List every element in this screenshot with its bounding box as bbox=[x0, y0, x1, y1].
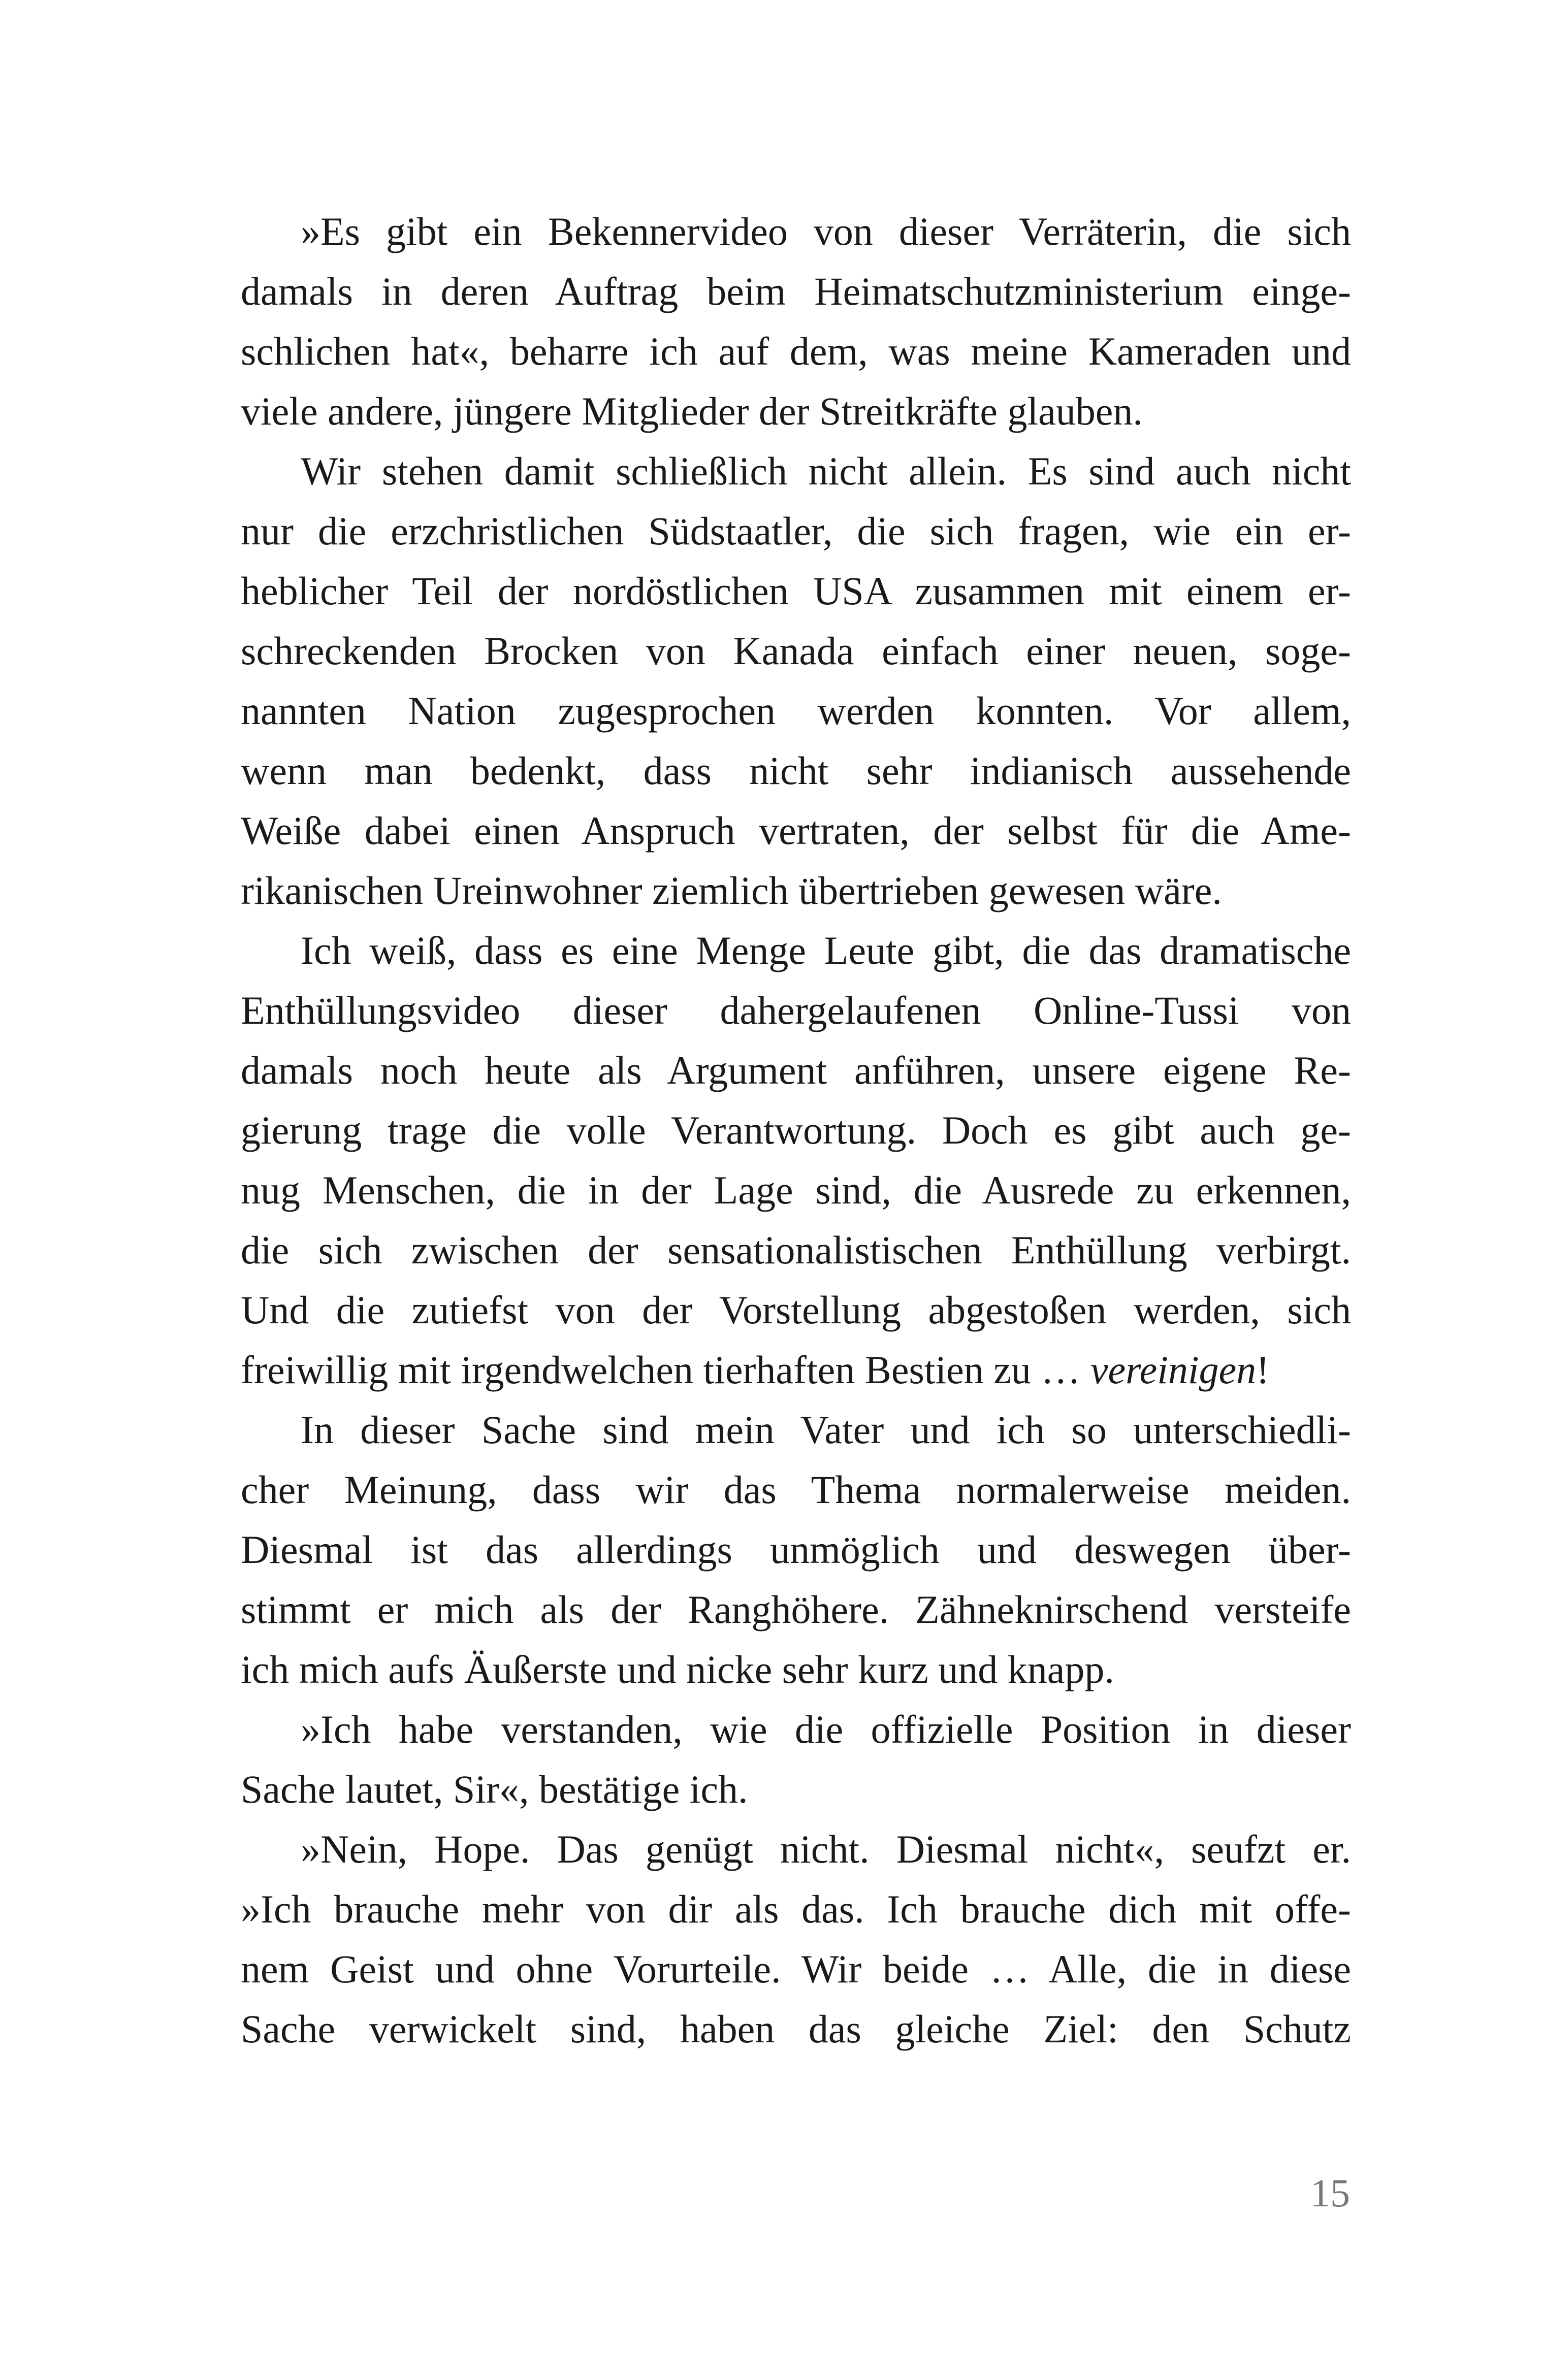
text-line: Weiße dabei einen Anspruch vertraten, der selbst für die Ame- bbox=[241, 808, 1351, 853]
text-line: stimmt er mich als der Ranghöhere. Zähneknirschend versteife bbox=[241, 1587, 1351, 1632]
text-line: wenn man bedenkt, dass nicht sehr indianisch aussehende bbox=[241, 748, 1351, 793]
text-line: schlichen hat«, beharre ich auf dem, was meine Kameraden und bbox=[241, 329, 1351, 373]
text-line: Sache verwickelt sind, haben das gleiche Ziel: den Schutz bbox=[241, 2007, 1351, 2051]
text-segment: freiwillig mit irgendwelchen tierhaften Bestien zu … bbox=[241, 1348, 1090, 1392]
text-line: »Ich brauche mehr von dir als das. Ich brauche dich mit offe- bbox=[241, 1887, 1351, 1931]
text-line: »Es gibt ein Bekennervideo von dieser Verräterin, die sich bbox=[301, 209, 1351, 253]
text-line: schreckenden Brocken von Kanada einfach einer neuen, soge- bbox=[241, 629, 1351, 673]
text-line: die sich zwischen der sensationalistischen Enthüllung verbirgt. bbox=[241, 1228, 1351, 1272]
text-line: nur die erzchristlichen Südstaatler, die sich fragen, wie ein er- bbox=[241, 509, 1351, 553]
text-line: viele andere, jüngere Mitglieder der Streitkräfte glauben. bbox=[241, 389, 1143, 433]
text-line: ich mich aufs Äußerste und nicke sehr kurz und knapp. bbox=[241, 1647, 1114, 1691]
text-line-with-italic bbox=[241, 1340, 1351, 1400]
text-line: Und die zutiefst von der Vorstellung abgestoßen werden, sich bbox=[241, 1288, 1351, 1332]
text-line: damals noch heute als Argument anführen, unsere eigene Re- bbox=[241, 1048, 1351, 1092]
text-line: nem Geist und ohne Vorurteile. Wir beide … Alle, die in diese bbox=[241, 1947, 1351, 1991]
text-line: rikanischen Ureinwohner ziemlich übertrieben gewesen wäre. bbox=[241, 868, 1222, 912]
text-line: Ich weiß, dass es eine Menge Leute gibt, die das dramatische bbox=[301, 928, 1351, 972]
text-line: Sache lautet, Sir«, bestätige ich. bbox=[241, 1767, 748, 1811]
italic-word: vereinigen bbox=[1090, 1348, 1257, 1392]
exclamation: ! bbox=[1256, 1348, 1270, 1392]
text-line: »Nein, Hope. Das genügt nicht. Diesmal nicht«, seufzt er. bbox=[301, 1827, 1351, 1871]
text-line: Wir stehen damit schließlich nicht allein. Es sind auch nicht bbox=[301, 449, 1351, 493]
text-line: heblicher Teil der nordöstlichen USA zusammen mit einem er- bbox=[241, 569, 1351, 613]
text-line: In dieser Sache sind mein Vater und ich so unterschiedli- bbox=[301, 1408, 1351, 1452]
text-line: gierung trage die volle Verantwortung. Doch es gibt auch ge- bbox=[241, 1108, 1351, 1152]
text-line: nug Menschen, die in der Lage sind, die Ausrede zu erkennen, bbox=[241, 1168, 1351, 1212]
text-line: Enthüllungsvideo dieser dahergelaufenen Online-Tussi von bbox=[241, 988, 1351, 1032]
page-number: 15 bbox=[1310, 2171, 1350, 2215]
text-line: Diesmal ist das allerdings unmöglich und deswegen über- bbox=[241, 1527, 1351, 1572]
text-line: »Ich habe verstanden, wie die offizielle Position in dieser bbox=[301, 1707, 1351, 1751]
text-line: nannten Nation zugesprochen werden konnten. Vor allem, bbox=[241, 689, 1351, 733]
text-line: cher Meinung, dass wir das Thema normalerweise meiden. bbox=[241, 1468, 1351, 1512]
body-text bbox=[241, 202, 1351, 2059]
text-line: damals in deren Auftrag beim Heimatschutzministerium einge- bbox=[241, 269, 1351, 313]
